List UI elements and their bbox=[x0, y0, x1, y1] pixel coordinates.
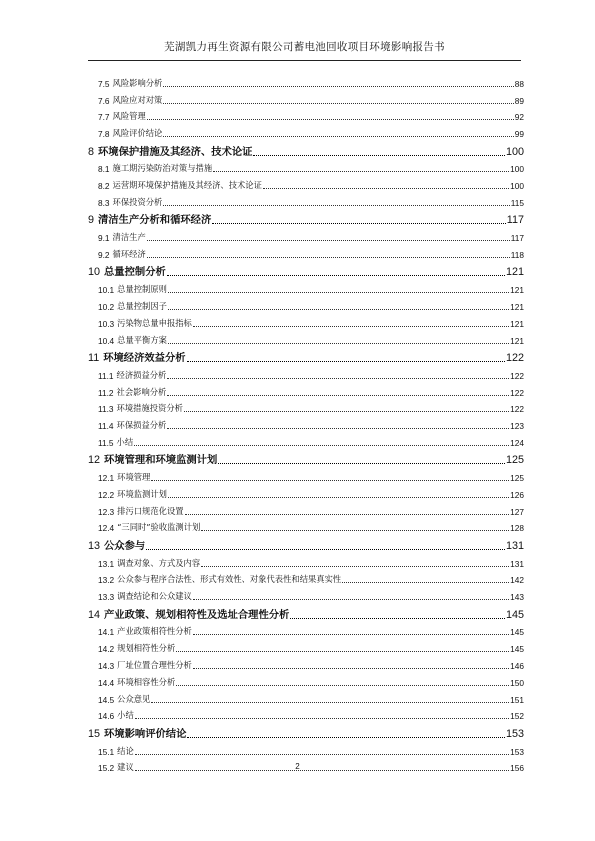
toc-entry-title: 循环经济 bbox=[112, 248, 146, 259]
toc-section-entry[interactable] bbox=[88, 278, 524, 295]
dot-leader bbox=[168, 494, 509, 498]
toc-entry-page: 123 bbox=[510, 421, 524, 432]
toc-entry-title: 清洁生产分析和循环经济 bbox=[98, 214, 212, 227]
toc-entry-number: 14 bbox=[88, 608, 101, 621]
toc-section-entry[interactable] bbox=[88, 671, 524, 688]
dot-leader bbox=[168, 306, 509, 310]
page-footer bbox=[0, 762, 595, 774]
page-header bbox=[88, 40, 521, 61]
toc-entry-page: 122 bbox=[505, 351, 524, 364]
toc-entry-number: 12 bbox=[88, 454, 101, 467]
toc-chapter-entry[interactable] bbox=[88, 533, 524, 551]
dot-leader bbox=[151, 699, 509, 703]
report-title: 芜湖凯力再生资源有限公司蓄电池回收项目环境影响报告书 bbox=[164, 41, 445, 53]
toc-entry-title: 公众意见 bbox=[117, 693, 151, 704]
toc-section-entry[interactable] bbox=[88, 740, 524, 757]
toc-section-entry[interactable] bbox=[88, 585, 524, 602]
toc-entry-title: 环境保护措施及其经济、技术论证 bbox=[98, 145, 253, 158]
toc-entry-page: 151 bbox=[510, 694, 524, 705]
toc-chapter-entry[interactable] bbox=[88, 260, 524, 278]
toc-section-entry[interactable] bbox=[88, 329, 524, 346]
dot-leader bbox=[193, 596, 509, 600]
toc-entry-title: 产业政策、规划相符性及选址合理性分析 bbox=[104, 608, 290, 621]
toc-entry-number: 8.2 bbox=[98, 181, 110, 192]
toc-section-entry[interactable] bbox=[88, 72, 524, 89]
toc-entry-number: 11.5 bbox=[98, 437, 114, 448]
toc-entry-page: 145 bbox=[510, 627, 524, 638]
toc-entry-number: 11.4 bbox=[98, 421, 114, 432]
toc-chapter-entry[interactable] bbox=[88, 208, 524, 226]
toc-entry-number: 11.3 bbox=[98, 404, 114, 415]
toc-entry-title: 清洁生产 bbox=[112, 232, 146, 243]
dot-leader bbox=[167, 375, 509, 379]
toc-entry-title: 产业政策相符性分析 bbox=[117, 626, 192, 637]
toc-entry-page: 121 bbox=[510, 335, 524, 346]
toc-entry-title: 厂址位置合理性分析 bbox=[117, 660, 192, 671]
toc-entry-page: 152 bbox=[510, 711, 524, 722]
toc-entry-number: 14.3 bbox=[98, 661, 115, 672]
toc-entry-number: 15 bbox=[88, 727, 101, 740]
toc-section-entry[interactable] bbox=[88, 312, 524, 329]
toc-entry-page: 118 bbox=[510, 249, 524, 260]
toc-entry-page: 89 bbox=[514, 95, 524, 106]
toc-entry-page: 115 bbox=[510, 197, 524, 208]
toc-entry-number: 14.6 bbox=[98, 711, 115, 722]
toc-entry-number: 13.3 bbox=[98, 592, 115, 603]
toc-section-entry[interactable] bbox=[88, 705, 524, 722]
toc-entry-number: 10 bbox=[88, 266, 101, 279]
toc-entry-page: 145 bbox=[510, 644, 524, 655]
dot-leader bbox=[147, 254, 510, 258]
toc-entry-title: 环境管理 bbox=[117, 472, 151, 483]
toc-section-entry[interactable] bbox=[88, 174, 524, 191]
toc-entry-page: 142 bbox=[510, 575, 524, 586]
dot-leader bbox=[151, 477, 509, 481]
toc-entry-number: 8.1 bbox=[98, 164, 110, 175]
toc-entry-title: 风险影响分析 bbox=[112, 77, 163, 88]
toc-entry-page: 146 bbox=[510, 661, 524, 672]
toc-chapter-entry[interactable] bbox=[88, 448, 524, 466]
toc-entry-title: 总量平衡方案 bbox=[117, 334, 167, 345]
toc-entry-number: 11.1 bbox=[98, 370, 114, 381]
toc-entry-number: 12.4 bbox=[98, 523, 115, 534]
toc-entry-title: 小结 bbox=[117, 710, 134, 721]
toc-entry-page: 122 bbox=[510, 404, 524, 415]
toc-entry-number: 15.2 bbox=[98, 763, 115, 774]
toc-entry-title: 小结 bbox=[116, 436, 134, 447]
toc-entry-title: 建议 bbox=[117, 762, 134, 773]
dot-leader bbox=[212, 220, 506, 224]
toc-entry-page: 122 bbox=[510, 387, 524, 398]
toc-section-entry[interactable] bbox=[88, 466, 524, 483]
toc-entry-page: 121 bbox=[505, 266, 524, 279]
toc-entry-page: 100 bbox=[510, 181, 524, 192]
dot-leader bbox=[201, 563, 509, 567]
dot-leader bbox=[263, 185, 509, 189]
dot-leader bbox=[147, 116, 514, 120]
toc-entry-page: 121 bbox=[510, 318, 524, 329]
toc-entry-number: 8 bbox=[88, 145, 95, 158]
toc-entry-title: 经济损益分析 bbox=[116, 369, 167, 380]
toc-entry-title: 公众参与 bbox=[104, 539, 146, 552]
toc-section-entry[interactable] bbox=[88, 637, 524, 654]
toc-entry-page: 125 bbox=[505, 454, 524, 467]
dot-leader bbox=[134, 442, 509, 446]
dot-leader bbox=[146, 546, 505, 550]
toc-entry-number: 7.7 bbox=[98, 112, 110, 123]
toc-entry-number: 14.1 bbox=[98, 627, 115, 638]
dot-leader bbox=[213, 168, 509, 172]
toc-entry-page: 88 bbox=[514, 78, 524, 89]
toc-section-entry[interactable] bbox=[88, 158, 524, 175]
toc-section-entry[interactable] bbox=[88, 621, 524, 638]
toc-entry-page: 99 bbox=[514, 129, 524, 140]
dot-leader bbox=[193, 665, 509, 669]
dot-leader bbox=[168, 289, 509, 293]
toc-entry-title: 结论 bbox=[117, 745, 134, 756]
dot-leader bbox=[342, 579, 509, 583]
toc-section-entry[interactable] bbox=[88, 381, 524, 398]
dot-leader bbox=[290, 615, 505, 619]
toc-entry-page: 122 bbox=[510, 370, 524, 381]
toc-section-entry[interactable] bbox=[88, 569, 524, 586]
dot-leader bbox=[163, 83, 513, 87]
toc-entry-page: 100 bbox=[505, 145, 524, 158]
toc-entry-page: 156 bbox=[510, 763, 524, 774]
dot-leader bbox=[253, 152, 505, 156]
toc-entry-number: 15.1 bbox=[98, 746, 115, 757]
toc-entry-title: 环境经济效益分析 bbox=[103, 351, 186, 364]
toc-section-entry[interactable] bbox=[88, 364, 524, 381]
toc-entry-page: 117 bbox=[506, 214, 524, 227]
toc-entry-page: 131 bbox=[505, 539, 524, 552]
toc-entry-page: 150 bbox=[510, 677, 524, 688]
toc-entry-number: 12.2 bbox=[98, 489, 115, 500]
toc-entry-title: 运营期环境保护措施及其经济、技术论证 bbox=[112, 180, 262, 191]
toc-entry-page: 124 bbox=[510, 437, 524, 448]
toc-entry-number: 14.5 bbox=[98, 694, 115, 705]
toc-section-entry[interactable] bbox=[88, 89, 524, 106]
toc-entry-page: 127 bbox=[510, 506, 524, 517]
toc-section-entry[interactable] bbox=[88, 517, 524, 534]
toc-entry-number: 10.4 bbox=[98, 335, 115, 346]
toc-entry-number: 7.8 bbox=[98, 129, 110, 140]
toc-entry-page: 131 bbox=[510, 558, 524, 569]
toc-entry-number: 13.1 bbox=[98, 558, 115, 569]
toc-entry-number: 11 bbox=[88, 351, 100, 364]
toc-entry-number: 10.1 bbox=[98, 285, 115, 296]
toc-entry-page: 121 bbox=[510, 285, 524, 296]
toc-entry-title: “三同时”验收监测计划 bbox=[117, 522, 201, 533]
toc-section-entry[interactable] bbox=[88, 243, 524, 260]
toc-entry-title: 公众参与程序合法性、形式有效性、对象代表性和结果真实性 bbox=[117, 574, 342, 585]
toc-entry-number: 13.2 bbox=[98, 575, 115, 586]
dot-leader bbox=[187, 734, 505, 738]
toc-entry-page: 126 bbox=[510, 489, 524, 500]
toc-section-entry[interactable] bbox=[88, 483, 524, 500]
toc-section-entry[interactable] bbox=[88, 688, 524, 705]
dot-leader bbox=[163, 100, 513, 104]
toc-section-entry[interactable] bbox=[88, 295, 524, 312]
toc-entry-title: 环保损益分析 bbox=[116, 420, 167, 431]
dot-leader bbox=[185, 511, 510, 515]
toc-entry-number: 9.2 bbox=[98, 249, 110, 260]
toc-entry-title: 环境措施投资分析 bbox=[116, 403, 183, 414]
toc-section-entry[interactable] bbox=[88, 106, 524, 123]
toc-entry-title: 施工期污染防治对策与措施 bbox=[112, 163, 213, 174]
toc-entry-title: 环境管理和环境监测计划 bbox=[104, 454, 218, 467]
dot-leader bbox=[163, 202, 509, 206]
toc-entry-page: 143 bbox=[510, 592, 524, 603]
toc-entry-title: 环境相容性分析 bbox=[117, 676, 176, 687]
toc-section-entry[interactable] bbox=[88, 191, 524, 208]
toc-entry-page: 128 bbox=[510, 523, 524, 534]
toc-entry-page: 121 bbox=[510, 301, 524, 312]
table-of-contents bbox=[88, 72, 524, 773]
toc-entry-page: 92 bbox=[514, 112, 524, 123]
toc-entry-title: 总量控制分析 bbox=[104, 266, 166, 279]
toc-section-entry[interactable] bbox=[88, 500, 524, 517]
toc-entry-title: 风险应对对策 bbox=[112, 94, 163, 105]
dot-leader bbox=[167, 392, 509, 396]
dot-leader bbox=[167, 272, 505, 276]
dot-leader bbox=[187, 358, 505, 362]
dot-leader bbox=[184, 408, 509, 412]
toc-chapter-entry[interactable] bbox=[88, 139, 524, 157]
toc-entry-number: 10.3 bbox=[98, 318, 115, 329]
dot-leader bbox=[147, 237, 510, 241]
toc-section-entry[interactable] bbox=[88, 654, 524, 671]
dot-leader bbox=[193, 631, 509, 635]
toc-entry-title: 社会影响分析 bbox=[116, 386, 167, 397]
dot-leader bbox=[135, 751, 509, 755]
toc-entry-title: 风险评价结论 bbox=[112, 128, 163, 139]
toc-entry-title: 调查对象、方式及内容 bbox=[117, 557, 201, 568]
toc-entry-number: 12.3 bbox=[98, 506, 115, 517]
toc-entry-title: 风险管理 bbox=[112, 111, 146, 122]
toc-entry-title: 总量控制因子 bbox=[117, 300, 167, 311]
dot-leader bbox=[201, 527, 509, 531]
toc-entry-title: 环保投资分析 bbox=[112, 196, 163, 207]
dot-leader bbox=[176, 648, 509, 652]
toc-entry-number: 7.6 bbox=[98, 95, 110, 106]
toc-entry-title: 规划相符性分析 bbox=[117, 643, 176, 654]
toc-section-entry[interactable] bbox=[88, 431, 524, 448]
toc-entry-page: 117 bbox=[510, 233, 524, 244]
toc-entry-number: 13 bbox=[88, 539, 101, 552]
toc-entry-page: 153 bbox=[510, 746, 524, 757]
dot-leader bbox=[168, 340, 509, 344]
toc-chapter-entry[interactable] bbox=[88, 602, 524, 620]
toc-chapter-entry[interactable] bbox=[88, 346, 524, 364]
toc-chapter-entry[interactable] bbox=[88, 721, 524, 739]
toc-entry-title: 污染物总量申报指标 bbox=[117, 317, 192, 328]
toc-section-entry[interactable] bbox=[88, 226, 524, 243]
toc-entry-page: 100 bbox=[510, 164, 524, 175]
toc-entry-number: 11.2 bbox=[98, 387, 114, 398]
toc-section-entry[interactable] bbox=[88, 398, 524, 415]
toc-entry-number: 12.1 bbox=[98, 473, 115, 484]
dot-leader bbox=[193, 323, 509, 327]
toc-entry-number: 9 bbox=[88, 214, 95, 227]
toc-entry-number: 8.3 bbox=[98, 197, 110, 208]
dot-leader bbox=[163, 133, 513, 137]
toc-entry-number: 10.2 bbox=[98, 301, 115, 312]
toc-entry-page: 145 bbox=[505, 608, 524, 621]
toc-entry-title: 环境监测计划 bbox=[117, 488, 167, 499]
toc-entry-title: 总量控制原则 bbox=[117, 284, 167, 295]
toc-entry-number: 14.2 bbox=[98, 644, 115, 655]
dot-leader bbox=[135, 715, 509, 719]
toc-entry-number: 14.4 bbox=[98, 677, 115, 688]
toc-section-entry[interactable] bbox=[88, 122, 524, 139]
toc-entry-title: 排污口规范化设置 bbox=[117, 505, 184, 516]
toc-entry-page: 125 bbox=[510, 473, 524, 484]
toc-entry-title: 调查结论和公众建议 bbox=[117, 591, 192, 602]
dot-leader bbox=[176, 682, 509, 686]
dot-leader bbox=[167, 425, 509, 429]
toc-entry-page: 153 bbox=[505, 727, 524, 740]
toc-section-entry[interactable] bbox=[88, 414, 524, 431]
dot-leader bbox=[218, 460, 505, 464]
toc-entry-number: 7.5 bbox=[98, 78, 110, 89]
toc-entry-title: 环境影响评价结论 bbox=[104, 727, 187, 740]
toc-entry-number: 9.1 bbox=[98, 233, 110, 244]
toc-section-entry[interactable] bbox=[88, 552, 524, 569]
page-number: 2 bbox=[295, 762, 300, 771]
